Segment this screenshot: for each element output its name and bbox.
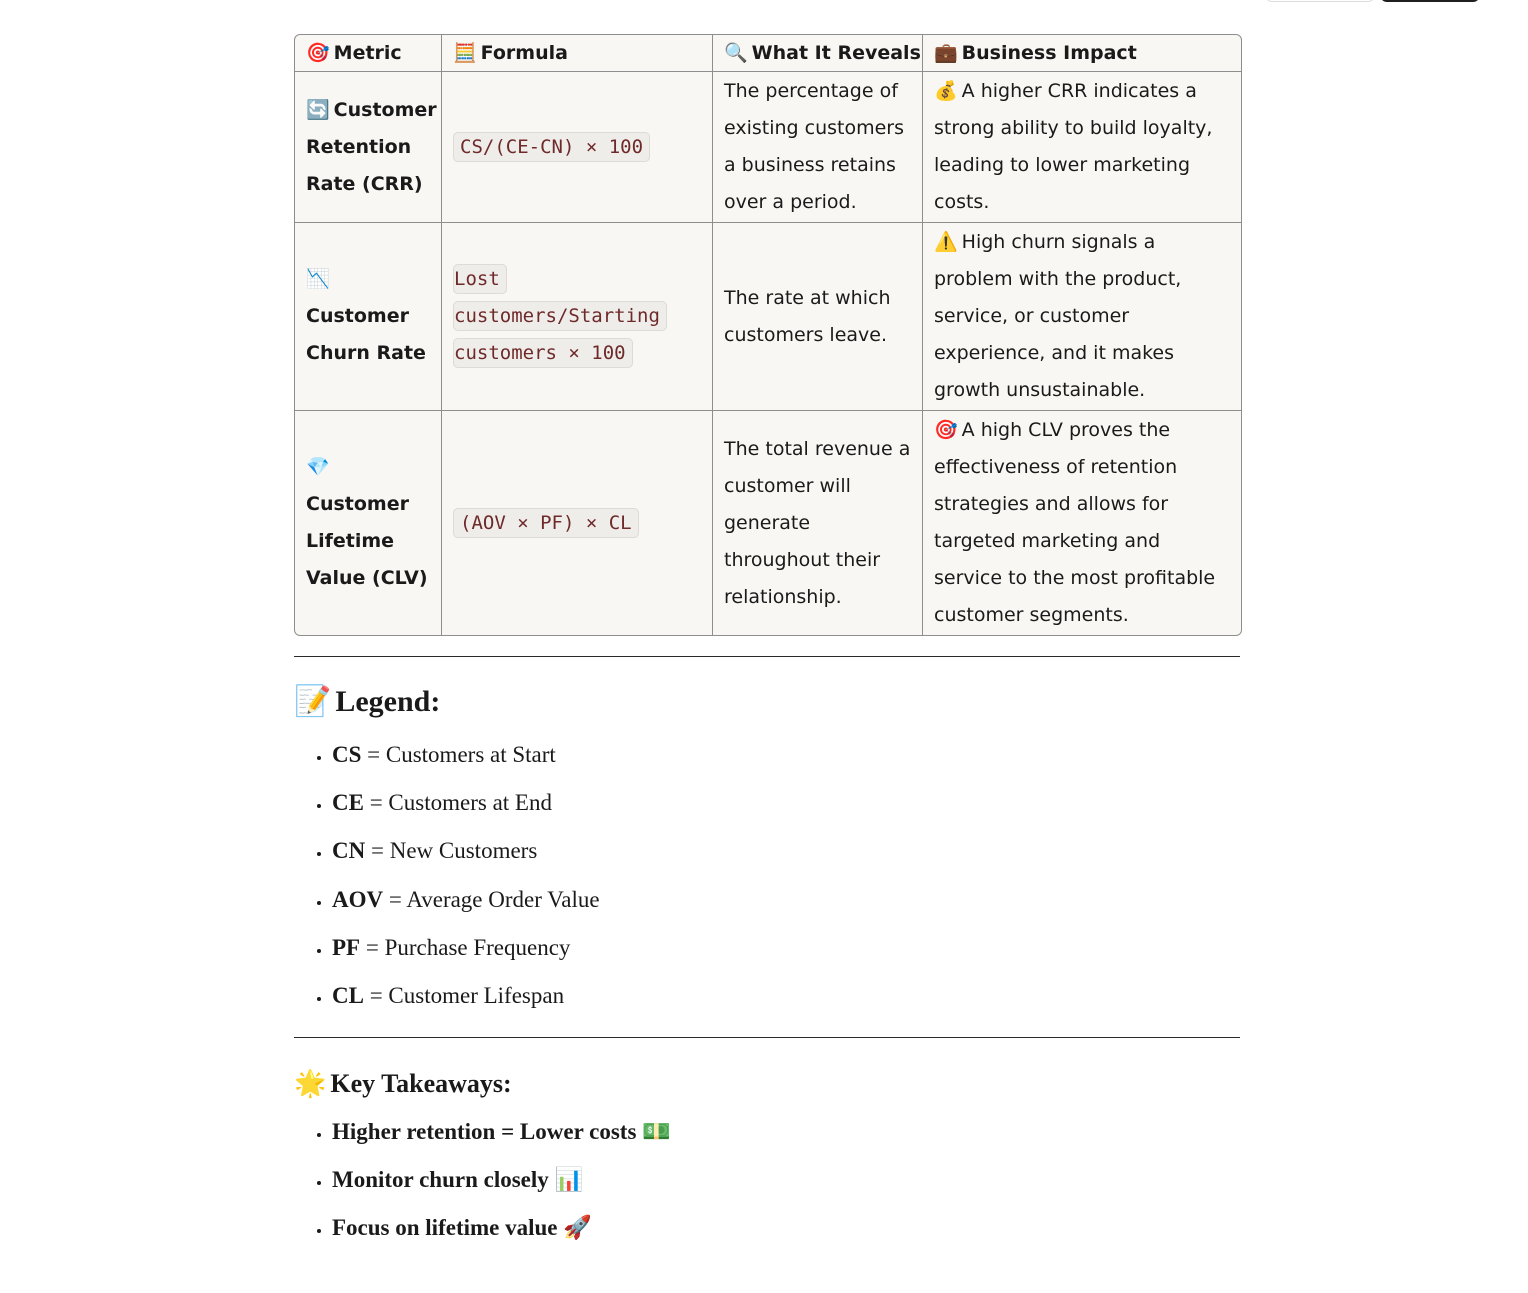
reveals-cell: The rate at which customers leave. bbox=[713, 223, 923, 411]
glowing-star-icon: 🌟 bbox=[294, 1069, 327, 1098]
table-row bbox=[295, 72, 1241, 223]
impact-cell bbox=[923, 72, 1241, 223]
target-icon: 🎯 bbox=[934, 419, 958, 441]
header-formula bbox=[442, 35, 713, 72]
legend-term: CE bbox=[332, 790, 364, 816]
chart-decreasing-icon: 📉 bbox=[306, 268, 330, 290]
formula-code: Lost customers/Starting customers × 100 bbox=[453, 264, 667, 368]
legend-definition: = Average Order Value bbox=[383, 886, 600, 912]
formula-code: CS/(CE-CN) × 100 bbox=[453, 132, 650, 162]
legend-term: CS bbox=[332, 742, 362, 767]
list-item bbox=[332, 1117, 671, 1165]
impact-text: A high CLV proves the effectiveness of retention strategies and allows for targeted marketing and service to the most profitable customer segments. bbox=[934, 419, 1216, 626]
list-item bbox=[332, 836, 600, 884]
takeaway-text: Monitor churn closely bbox=[332, 1167, 549, 1193]
header-label: Metric bbox=[333, 42, 402, 64]
top-secondary-button[interactable] bbox=[1265, 0, 1375, 2]
list-item bbox=[332, 981, 600, 1029]
money-bag-icon: 💰 bbox=[934, 80, 958, 102]
header-impact bbox=[923, 35, 1241, 72]
warning-icon: ⚠️ bbox=[934, 231, 958, 253]
legend-term: CN bbox=[332, 838, 366, 864]
takeaways-heading bbox=[294, 1066, 512, 1102]
reveals-cell: The percentage of existing customers a business retains over a period. bbox=[713, 72, 923, 223]
impact-cell bbox=[923, 223, 1241, 411]
formula-cell bbox=[442, 72, 713, 223]
list-item bbox=[332, 740, 600, 788]
takeaway-text: Focus on lifetime value bbox=[332, 1215, 558, 1241]
legend-list bbox=[294, 740, 600, 1029]
legend-definition: = Customers at End bbox=[363, 790, 552, 816]
header-label: Business Impact bbox=[961, 42, 1137, 64]
formula-code: (AOV × PF) × CL bbox=[453, 508, 639, 538]
cycle-arrows-icon: 🔄 bbox=[306, 98, 330, 121]
impact-text: A higher CRR indicates a strong ability to build loyalty, leading to lower marketing costs. bbox=[934, 80, 1213, 213]
legend-definition: = New Customers bbox=[365, 838, 538, 864]
divider bbox=[294, 1037, 1240, 1038]
header-reveals bbox=[713, 35, 923, 72]
reveals-cell: The total revenue a customer will generate throughout their relationship. bbox=[713, 411, 923, 635]
formula-cell bbox=[442, 223, 713, 411]
takeaways-title-text: Key Takeaways: bbox=[330, 1069, 512, 1098]
metric-name: Customer Churn Rate bbox=[306, 305, 426, 364]
header-label: What It Reveals bbox=[751, 42, 921, 64]
legend-term: PF bbox=[332, 934, 361, 960]
abacus-icon: 🧮 bbox=[453, 42, 477, 64]
bar-chart-icon: 📊 bbox=[554, 1167, 584, 1193]
legend-heading bbox=[294, 684, 440, 720]
impact-text: High churn signals a problem with the product, service, or customer experience, and it makes growth unsustainable. bbox=[934, 231, 1182, 401]
magnifier-icon: 🔍 bbox=[724, 42, 748, 64]
document-content bbox=[294, 34, 1240, 1241]
legend-term: AOV bbox=[332, 886, 384, 912]
header-metric bbox=[295, 35, 442, 72]
legend-definition: = Customer Lifespan bbox=[363, 982, 565, 1008]
metric-name: Customer Lifetime Value (CLV) bbox=[306, 493, 428, 589]
top-primary-button[interactable] bbox=[1380, 0, 1480, 2]
metric-cell bbox=[295, 411, 442, 635]
list-item bbox=[332, 885, 600, 933]
legend-title-text: Legend: bbox=[335, 685, 441, 718]
memo-icon: 📝 bbox=[294, 685, 332, 718]
list-item bbox=[332, 1165, 671, 1213]
gem-icon: 💎 bbox=[306, 456, 330, 478]
takeaway-text: Higher retention = Lower costs bbox=[332, 1119, 637, 1144]
metrics-table bbox=[294, 34, 1242, 636]
briefcase-icon: 💼 bbox=[934, 42, 958, 64]
divider bbox=[294, 656, 1240, 657]
table-row bbox=[295, 411, 1241, 635]
rocket-icon: 🚀 bbox=[563, 1215, 592, 1241]
header-label: Formula bbox=[480, 42, 568, 64]
metric-name: Customer Retention Rate (CRR) bbox=[306, 98, 437, 195]
list-item bbox=[332, 933, 600, 981]
table-row bbox=[295, 223, 1241, 411]
formula-cell bbox=[442, 411, 713, 635]
legend-definition: = Purchase Frequency bbox=[360, 934, 571, 960]
legend-term: CL bbox=[332, 982, 364, 1008]
list-item bbox=[332, 1213, 671, 1261]
metric-cell bbox=[295, 72, 442, 223]
target-icon: 🎯 bbox=[306, 42, 330, 64]
impact-cell bbox=[923, 411, 1241, 635]
table-header-row bbox=[295, 35, 1241, 72]
list-item bbox=[332, 788, 600, 836]
takeaways-list bbox=[294, 1117, 671, 1262]
legend-definition: = Customers at Start bbox=[361, 742, 556, 767]
dollar-bill-icon: 💵 bbox=[642, 1119, 671, 1144]
metric-cell bbox=[295, 223, 442, 411]
